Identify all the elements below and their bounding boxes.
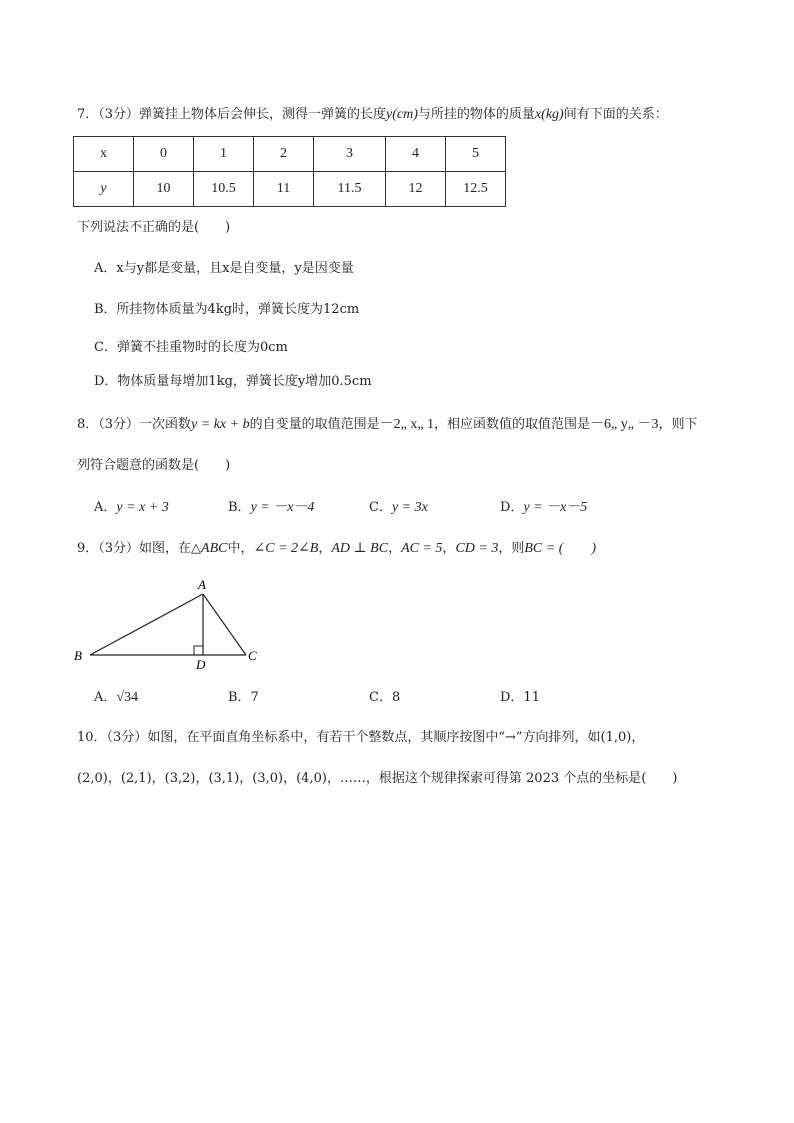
q7-stem — [77, 106, 668, 124]
option-value: y = 3x — [391, 500, 428, 515]
q9-condition-ac: AC = 5 — [401, 541, 443, 556]
table-cell: 2 — [254, 137, 314, 172]
q10-stem-line2: (2,0)，(2,1)，(3,2)，(3,1)，(3,0)，(4,0)，……，根据这个规律探索可得第 2023 个点的坐标是( ) — [77, 771, 678, 786]
q9-condition-angle: ∠C = 2∠B — [253, 541, 319, 556]
table-cell: 12 — [386, 172, 446, 207]
q8-option-c — [369, 499, 428, 517]
option-value: y = －x－4 — [250, 500, 315, 515]
q7-y-var: y(cm) — [386, 107, 418, 122]
table-cell: y — [74, 172, 134, 207]
q8-function: y = kx + b — [191, 417, 250, 432]
q7-table — [73, 136, 506, 207]
table-cell: 3 — [314, 137, 386, 172]
q7-option-a: A．x与y都是变量，且x是自变量，y是因变量 — [94, 261, 354, 276]
q7-mid: 与所挂的物体的质量 — [417, 107, 535, 122]
q9-option-a — [94, 689, 138, 707]
q7-option-d: D．物体质量每增加1kg，弹簧长度y增加0.5cm — [94, 374, 372, 389]
q8-option-a — [94, 499, 169, 517]
option-label: D． — [500, 500, 524, 515]
q8-y-range: －6„ y„ －3 — [590, 417, 659, 432]
side-ac — [203, 594, 246, 655]
q8-text-d: ，则下 — [658, 417, 698, 432]
table-cell: 11.5 — [314, 172, 386, 207]
q9-sep: ， — [388, 541, 402, 556]
q7-question: 下列说法不正确的是( ) — [77, 220, 231, 235]
table-row — [74, 172, 506, 207]
q7-x-var: x(kg) — [534, 107, 564, 122]
option-label: B． — [228, 500, 251, 515]
q9-condition-cd: CD = 3 — [455, 541, 499, 556]
table-cell: 10 — [134, 172, 194, 207]
table-cell: 4 — [386, 137, 446, 172]
option-value: y = －x－5 — [523, 500, 588, 515]
table-cell: 5 — [446, 137, 506, 172]
q7-option-b: B．所挂物体质量为4kg时，弹簧长度为12cm — [94, 302, 360, 317]
q9-option-b: B．7 — [228, 690, 259, 705]
table-cell: 12.5 — [446, 172, 506, 207]
option-value: y = x + 3 — [116, 500, 169, 515]
vertex-c-label: C — [248, 648, 257, 663]
q8-option-d — [500, 499, 587, 517]
right-angle-mark — [194, 646, 203, 655]
q8-stem-line2: 列符合题意的函数是( ) — [77, 458, 231, 473]
q8-lead: 8．（3分）一次函数 — [77, 417, 192, 432]
q9-triangle: ABC — [201, 541, 228, 556]
q9-sep: ， — [318, 541, 332, 556]
table-cell: 1 — [194, 137, 254, 172]
option-value: √34 — [116, 690, 139, 705]
option-label: C． — [369, 500, 392, 515]
table-cell: 11 — [254, 172, 314, 207]
option-label: A． — [94, 690, 117, 705]
q9-condition-perp: AD ⊥ BC — [331, 541, 389, 556]
q8-x-range: －2„ x„ 1 — [379, 417, 435, 432]
option-label: A． — [94, 500, 117, 515]
q9-stem — [77, 540, 596, 558]
q9-sep: ， — [442, 541, 456, 556]
q9-ask: BC = ( ) — [524, 541, 597, 556]
side-ab — [90, 594, 203, 655]
q8-stem-line1 — [77, 416, 698, 434]
vertex-a-label: A — [198, 577, 206, 592]
triangle-figure — [70, 575, 270, 675]
q10-stem-line1: 10．（3分）如图，在平面直角坐标系中，有若干个整数点，其顺序按图中“→”方向排列，如(1,0)， — [77, 730, 645, 745]
vertex-b-label: B — [74, 648, 82, 663]
q8-text-b: 的自变量的取值范围是 — [249, 417, 380, 432]
table-row — [74, 137, 506, 172]
q7-option-c: C．弹簧不挂重物时的长度为0cm — [94, 340, 288, 355]
q9-lead: 9．（3分）如图，在△ — [77, 541, 202, 556]
table-cell: 0 — [134, 137, 194, 172]
q7-lead: 7．（3分）弹簧挂上物体后会伸长，测得一弹簧的长度 — [77, 107, 387, 122]
q7-tail: 间有下面的关系： — [563, 107, 668, 122]
table-cell: x — [74, 137, 134, 172]
table-cell: 10.5 — [194, 172, 254, 207]
q9-text: ，则 — [498, 541, 525, 556]
vertex-d-label: D — [196, 657, 206, 672]
q8-text-c: ，相应函数值的取值范围是 — [434, 417, 591, 432]
q8-option-b — [228, 499, 314, 517]
q9-option-c: C．8 — [369, 690, 401, 705]
q9-option-d: D．11 — [500, 690, 540, 705]
q9-text: 中， — [227, 541, 254, 556]
